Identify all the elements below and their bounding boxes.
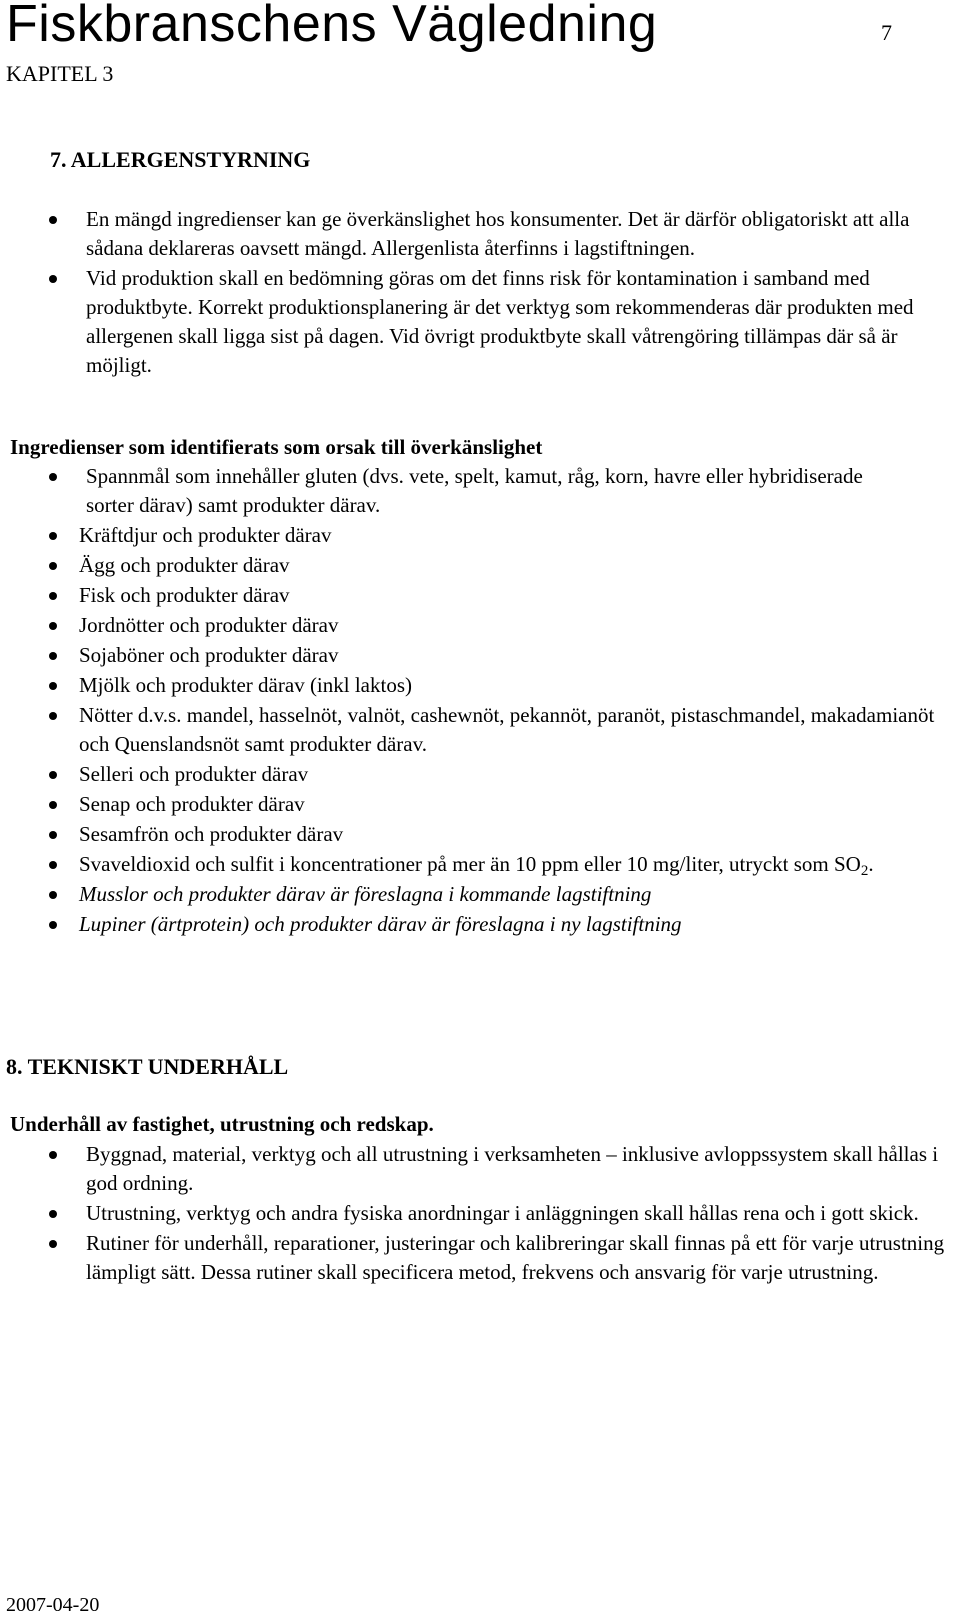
sulphite-subscript: 2 — [860, 863, 869, 879]
list-item — [79, 880, 939, 909]
bullet-icon — [49, 622, 57, 630]
list-item — [86, 462, 886, 520]
list-item-text: Byggnad, material, verktyg och all utrustning i verksamheten – inklusive avloppssystem skall hållas i god ordning. — [86, 1142, 939, 1195]
list-item — [79, 820, 939, 849]
list-item — [79, 701, 939, 759]
section-heading-allergen-control: 7. ALLERGENSTYRNING — [50, 147, 311, 172]
bullet-icon — [49, 592, 57, 600]
sulphite-text: Svaveldioxid och sulfit i koncentrationer på mer än 10 ppm eller 10 mg/liter, utryckt som SO — [79, 852, 861, 876]
list-item — [79, 671, 939, 700]
list-item — [86, 1199, 946, 1228]
list-item — [79, 760, 939, 789]
list-item-text: Rutiner för underhåll, reparationer, justeringar och kalibreringar skall finnas på ett för varje utrustning lämpligt sätt. Dessa rutiner skall specificera metod, frekvens och ansvarig för varje utrustning. — [86, 1231, 945, 1284]
bullet-icon — [49, 891, 57, 899]
list-item-text: Spannmål som innehåller gluten (dvs. vete, spelt, kamut, råg, korn, havre eller hybridiserade sorter därav) samt produkter därav. — [86, 464, 863, 517]
bullet-icon — [49, 771, 57, 779]
bullet-icon — [49, 473, 57, 481]
list-item-text: Kräftdjur och produkter därav — [79, 523, 332, 547]
allergen-intro-list — [86, 205, 916, 381]
list-item-text: Fisk och produkter därav — [79, 583, 290, 607]
list-item — [79, 790, 939, 819]
list-item-text: Musslor och produkter därav är föreslagna i kommande lagstiftning — [79, 882, 652, 906]
bullet-icon — [49, 712, 57, 720]
chapter-label: KAPITEL 3 — [6, 61, 114, 86]
list-item — [79, 581, 939, 610]
list-item-text: En mängd ingredienser kan ge överkänslighet hos konsumenter. Det är därför obligatoriskt att alla sådana deklareras oavsett mängd. Allergenlista återfinns i lagstiftningen. — [86, 207, 910, 260]
footer-date: 2007-04-20 — [6, 1594, 100, 1616]
list-item-text: Vid produktion skall en bedömning göras om det finns risk för kontamination i samband med produktbyte. Korrekt produktionsplanering är det verktyg som rekommenderas där produkten med allergenen skall ligga sist på dagen. Vid övrigt produktbyte skall våtrengöring tillämpas där så är möjligt. — [86, 266, 914, 377]
bullet-icon — [49, 652, 57, 660]
list-item — [86, 264, 916, 380]
maintenance-list — [86, 1140, 946, 1288]
gluten-list — [86, 462, 886, 520]
list-item — [79, 551, 939, 580]
list-item — [79, 521, 939, 550]
section-heading-technical-maintenance: 8. TEKNISKT UNDERHÅLL — [6, 1054, 289, 1079]
allergen-ingredients-list — [79, 521, 939, 940]
list-item — [86, 205, 916, 263]
bullet-icon — [49, 216, 57, 224]
list-item-text: Lupiner (ärtprotein) och produkter därav är föreslagna i ny lagstiftning — [79, 912, 682, 936]
list-item-text: Nötter d.v.s. mandel, hasselnöt, valnöt, cashewnöt, pekannöt, paranöt, pistaschmandel, makadamianöt och Quenslandsnöt samt produkter därav. — [79, 703, 935, 756]
list-item-text: Ägg och produkter därav — [79, 553, 290, 577]
bullet-icon — [49, 1240, 57, 1248]
list-item-text: Selleri och produkter därav — [79, 762, 309, 786]
list-item-text: Mjölk och produkter därav (inkl laktos) — [79, 673, 413, 697]
list-item-text: Utrustning, verktyg och andra fysiska anordningar i anläggningen skall hållas rena och i gott skick. — [86, 1201, 919, 1225]
list-item-text: Senap och produkter därav — [79, 792, 305, 816]
page-number: 7 — [881, 20, 892, 45]
list-item-text: Sojaböner och produkter därav — [79, 643, 339, 667]
bullet-icon — [49, 562, 57, 570]
list-item — [79, 910, 939, 939]
list-item — [86, 1229, 946, 1287]
sulphite-suffix: . — [868, 852, 874, 876]
bullet-icon — [49, 1151, 57, 1159]
list-item — [79, 850, 939, 879]
bullet-icon — [49, 682, 57, 690]
ingredients-heading: Ingredienser som identifierats som orsak till överkänslighet — [10, 435, 543, 459]
list-item-text: Jordnötter och produkter därav — [79, 613, 339, 637]
bullet-icon — [49, 861, 57, 869]
list-item — [86, 1140, 946, 1198]
list-item — [79, 611, 939, 640]
bullet-icon — [49, 532, 57, 540]
maintenance-subheading: Underhåll av fastighet, utrustning och redskap. — [10, 1112, 434, 1136]
bullet-icon — [49, 801, 57, 809]
bullet-icon — [49, 921, 57, 929]
bullet-icon — [49, 275, 57, 283]
document-header-title: Fiskbranschens Vägledning — [6, 0, 658, 53]
list-item-text: Sesamfrön och produkter därav — [79, 822, 344, 846]
list-item — [79, 641, 939, 670]
bullet-icon — [49, 1210, 57, 1218]
bullet-icon — [49, 831, 57, 839]
